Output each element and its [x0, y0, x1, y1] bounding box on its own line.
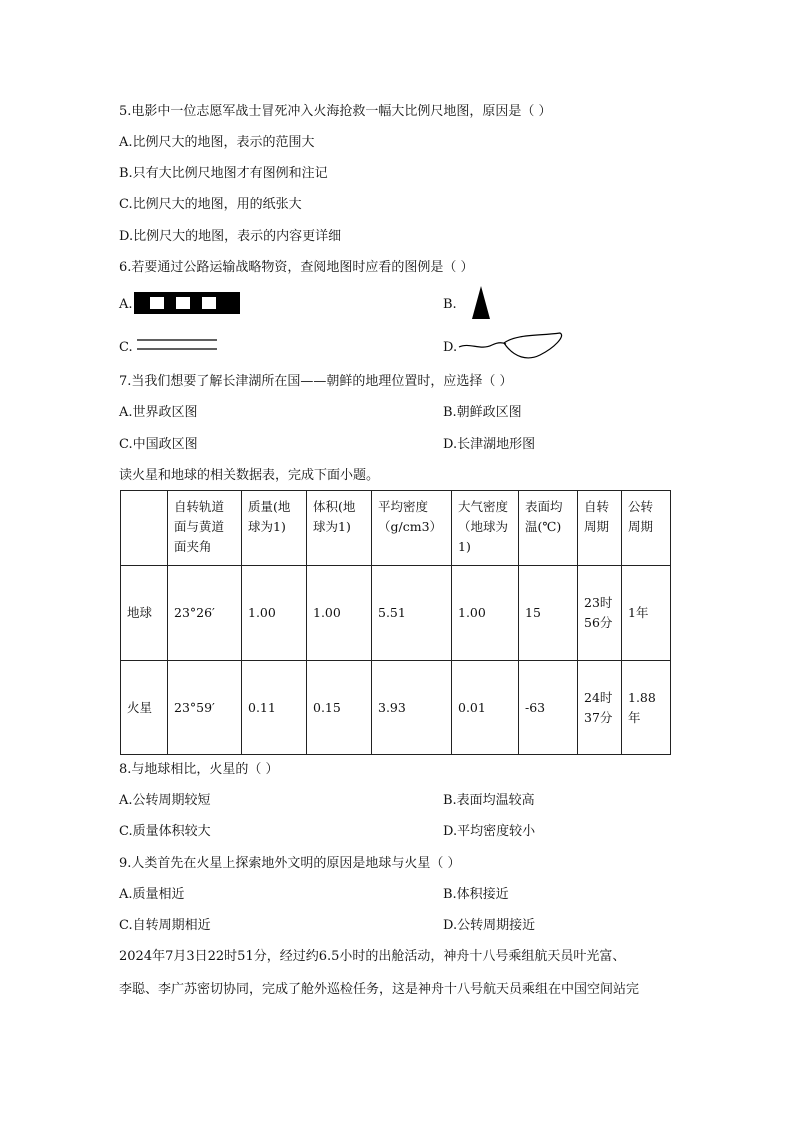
header-cell-revolution-period: 公转周期: [622, 491, 671, 566]
q5-option-a[interactable]: A.比例尺大的地图，表示的范围大: [119, 135, 315, 150]
table-cell: 23°26′: [168, 566, 242, 661]
q5-option-b[interactable]: B.只有大比例尺地图才有图例和注记: [119, 166, 328, 181]
double-line-road-icon: [137, 338, 219, 352]
q8-stem: 8.与地球相比，火星的（ ）: [119, 762, 279, 777]
q8-option-b[interactable]: B.表面均温较高: [443, 793, 535, 808]
row-label-mars: 火星: [121, 661, 168, 755]
table-row-earth: [121, 566, 671, 661]
q7-option-d[interactable]: D.长津湖地形图: [443, 437, 536, 452]
q9-stem: 9.人类首先在火星上探索地外文明的原因是地球与火星（ ）: [119, 856, 461, 871]
mountain-peak-triangle-icon: [470, 285, 492, 321]
q9-option-d[interactable]: D.公转周期接近: [443, 918, 536, 933]
header-cell-axial-angle: 自转轨道面与黄道面夹角: [168, 491, 242, 566]
table-cell: 0.15: [307, 661, 372, 755]
header-cell-mass: 质量(地球为1): [242, 491, 307, 566]
q5-option-d[interactable]: D.比例尺大的地图，表示的内容更详细: [119, 229, 342, 244]
table-cell: 24时37分: [578, 661, 622, 755]
table-cell: 23时56分: [578, 566, 622, 661]
table-intro: 读火星和地球的相关数据表，完成下面小题。: [119, 468, 380, 483]
river-lake-symbol-icon: [458, 330, 566, 362]
header-cell-empty: [121, 491, 168, 566]
table-cell: 1.00: [242, 566, 307, 661]
mars-earth-data-table: [120, 490, 671, 755]
header-cell-atmosphere-density: 大气密度（地球为1): [452, 491, 519, 566]
table-cell: 1.00: [307, 566, 372, 661]
passage-line-1: 2024年7月3日22时51分，经过约6.5小时的出舱活动，神舟十八号乘组航天员叶光富、: [119, 949, 626, 964]
q7-option-b[interactable]: B.朝鲜政区图: [443, 405, 522, 420]
q8-option-d[interactable]: D.平均密度较小: [443, 824, 536, 839]
q7-option-a[interactable]: A.世界政区图: [119, 405, 198, 420]
table-cell: 1.00: [452, 566, 519, 661]
q6-option-c[interactable]: C.: [119, 340, 133, 355]
table-cell: 23°59′: [168, 661, 242, 755]
q5-stem: 5.电影中一位志愿军战士冒死冲入火海抢救一幅大比例尺地图，原因是（ ）: [119, 104, 552, 119]
q9-option-a[interactable]: A.质量相近: [119, 887, 185, 902]
table-cell: -63: [519, 661, 578, 755]
table-cell: 1.88年: [622, 661, 671, 755]
table-row-mars: [121, 661, 671, 755]
header-cell-rotation-period: 自转周期: [578, 491, 622, 566]
passage-line-2: 李聪、李广苏密切协同，完成了舱外巡检任务，这是神舟十八号航天员乘组在中国空间站完: [119, 982, 640, 997]
q6-stem: 6.若要通过公路运输战略物资，查阅地图时应看的图例是（ ）: [119, 260, 474, 275]
q5-option-c[interactable]: C.比例尺大的地图，用的纸张大: [119, 197, 302, 212]
railway-symbol-icon: [134, 292, 240, 314]
q9-option-c[interactable]: C.自转周期相近: [119, 918, 211, 933]
header-cell-volume: 体积(地球为1): [307, 491, 372, 566]
row-label-earth: 地球: [121, 566, 168, 661]
q9-option-b[interactable]: B.体积接近: [443, 887, 509, 902]
q6-option-d[interactable]: D.: [443, 340, 458, 355]
q6-option-b[interactable]: B.: [443, 297, 457, 312]
table-cell: 3.93: [372, 661, 452, 755]
q8-option-a[interactable]: A.公转周期较短: [119, 793, 211, 808]
q8-option-c[interactable]: C.质量体积较大: [119, 824, 211, 839]
q7-stem: 7.当我们想要了解长津湖所在国——朝鲜的地理位置时，应选择（ ）: [119, 374, 513, 389]
table-cell: 1年: [622, 566, 671, 661]
table-cell: 0.11: [242, 661, 307, 755]
header-cell-surface-temp: 表面均温(℃): [519, 491, 578, 566]
header-cell-density: 平均密度（g/cm3）: [372, 491, 452, 566]
table-cell: 15: [519, 566, 578, 661]
table-cell: 5.51: [372, 566, 452, 661]
table-cell: 0.01: [452, 661, 519, 755]
q7-option-c[interactable]: C.中国政区图: [119, 437, 198, 452]
q6-option-a[interactable]: A.: [119, 297, 133, 312]
